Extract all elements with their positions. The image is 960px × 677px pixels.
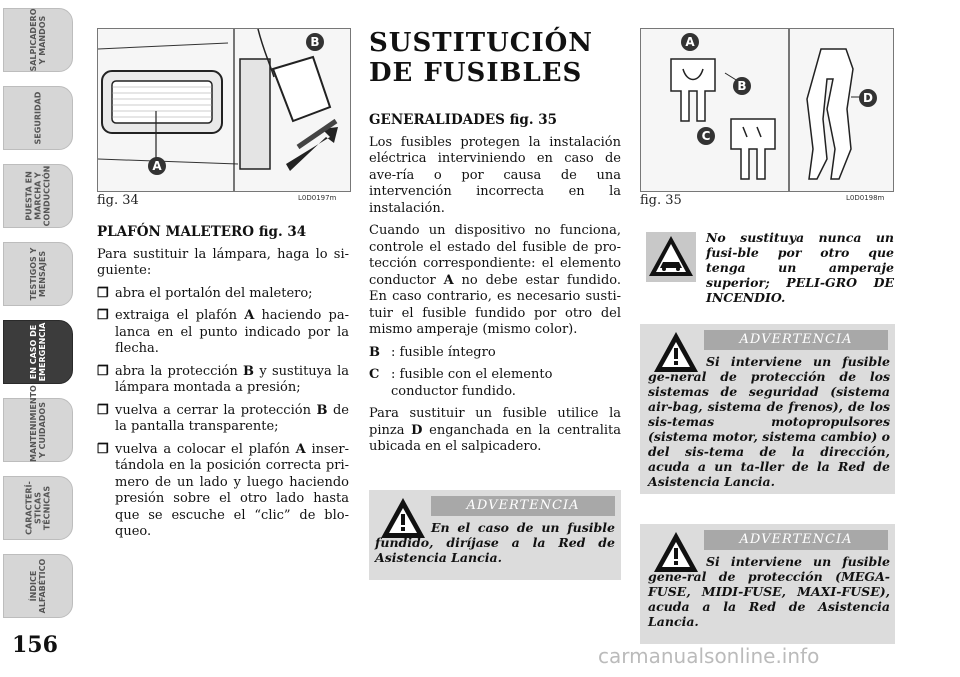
tab-label: TESTIGOS Y MENSAJES (29, 247, 47, 301)
callout-d: D (859, 89, 877, 107)
car-fire-icon (646, 232, 696, 282)
definition-item: B : fusible íntegro (369, 344, 496, 360)
paragraph: Los fusibles protegen la instalación eléctrica interviniendo en caso de ave-ría o por causa de una intervención incorrecta en la instalación. (369, 134, 621, 216)
warning-text: En el caso de un fusible fundido, diríjase a la Red de Asistencia Lancia. (375, 520, 615, 565)
warning-box (369, 490, 621, 580)
figure-34-code: L0D0197m (298, 194, 337, 202)
step-item: ❐ extraiga el plafón A haciendo pa-lanca en el punto indicado por la flecha. (97, 308, 349, 356)
step-item: ❐ abra la protección B y sustituya la lámpara montada a presión; (97, 363, 349, 395)
definition-item: C : fusible con el elemento conductor fundido. (369, 367, 553, 399)
fuses-illustration (641, 29, 893, 191)
tab-label: CARACTERÍ- STICAS TÉCNICAS (24, 481, 52, 535)
paragraph: Cuando un dispositivo no funciona, controle el estado del fusible de pro-tección correspondiente: el elemento conductor A no debe estar fundido. En caso contrario, es necesario susti-tuir el fusible fundido por otro del mismo amperaje (mismo color). (369, 223, 622, 337)
tab-label: SALPICADERO Y MANDOS (29, 8, 47, 72)
figure-35-caption: fig. 35 (640, 193, 682, 208)
warning-text: Si interviene un fusible ge-neral de protección de los sistemas de seguridad (sistema air-bag, sistema de frenos), de los sis-temas motopropulsores (sistema motor, sistema cambio) o del sis-tema de la dirección, acuda a un ta-ller de la Red de Asistencia Lancia. (648, 354, 890, 489)
subheading: GENERALIDADES fig. 35 (369, 112, 558, 128)
middle-column (369, 112, 621, 462)
tab-label: PUESTA EN MARCHA Y CONDUCCIÓN (24, 165, 52, 227)
tab-emergencia[interactable] (3, 320, 73, 384)
warning-box (640, 324, 895, 494)
callout-b: B (733, 77, 751, 95)
tab-seguridad[interactable] (3, 86, 73, 150)
tab-indice[interactable] (3, 554, 73, 618)
left-column (97, 224, 349, 547)
fire-warning (640, 226, 895, 305)
callout-a: A (681, 33, 699, 51)
callout-a: A (148, 157, 166, 175)
warning-text: Si interviene un fusible gene-ral de protección (MEGA-FUSE, MIDI-FUSE, MAXI-FUSE), acuda a la Red de Asistencia Lancia. (648, 554, 890, 629)
figure-34-image (97, 28, 351, 192)
tab-salpicadero[interactable] (3, 8, 73, 72)
step-item: ❐ vuelva a colocar el plafón A inser-tándola en la posición correcta pri-mero de un lado y luego haciendo presión sobre el otro lado hasta que se escuche el “clic” de blo-queo. (97, 441, 349, 539)
page-number: 156 (12, 632, 58, 658)
callout-b: B (306, 33, 324, 51)
warning-band: ADVERTENCIA (704, 330, 888, 350)
tab-label: ÍNDICE ALFABÉTICO (29, 558, 47, 614)
warning-box (640, 524, 895, 644)
step-item: ❐ vuelva a cerrar la protección B de la pantalla transparente; (97, 402, 349, 434)
warning-text: No sustituya nunca un fusi-ble por otro que tenga un amperaje superior; PELI-GRO DE INCENDIO. (706, 230, 894, 305)
figure-35-code: L0D0198m (846, 194, 885, 202)
section-heading: PLAFÓN MALETERO fig. 34 (97, 224, 307, 240)
figure-34-caption: fig. 34 (97, 193, 139, 208)
tab-label: EN CASO DE EMERGENCIA (29, 322, 47, 382)
warning-band: ADVERTENCIA (431, 496, 615, 516)
step-item: ❐ abra el portalón del maletero; (97, 285, 313, 301)
intro-paragraph: Para sustituir la lámpara, haga lo si-guiente: (97, 246, 349, 278)
callout-c: C (697, 127, 715, 145)
tab-caracteristicas[interactable] (3, 476, 73, 540)
tab-testigos[interactable] (3, 242, 73, 306)
warning-band: ADVERTENCIA (704, 530, 888, 550)
tab-label: SEGURIDAD (33, 91, 43, 145)
page-title: SUSTITUCIÓN DE FUSIBLES (369, 28, 594, 88)
tab-mantenimiento[interactable] (3, 385, 73, 462)
trunk-lamp-illustration (98, 29, 350, 191)
tab-puesta-en-marcha[interactable] (3, 164, 73, 228)
paragraph: Para sustituir un fusible utilice la pinza D enganchada en la centralita ubicada en el salpicadero. (369, 406, 621, 454)
tab-label: MANTENIMIENTO Y CUIDADOS (29, 385, 47, 462)
watermark: carmanualsonline.info (598, 644, 820, 668)
figure-35-image (640, 28, 894, 192)
section-tabs (0, 0, 80, 640)
